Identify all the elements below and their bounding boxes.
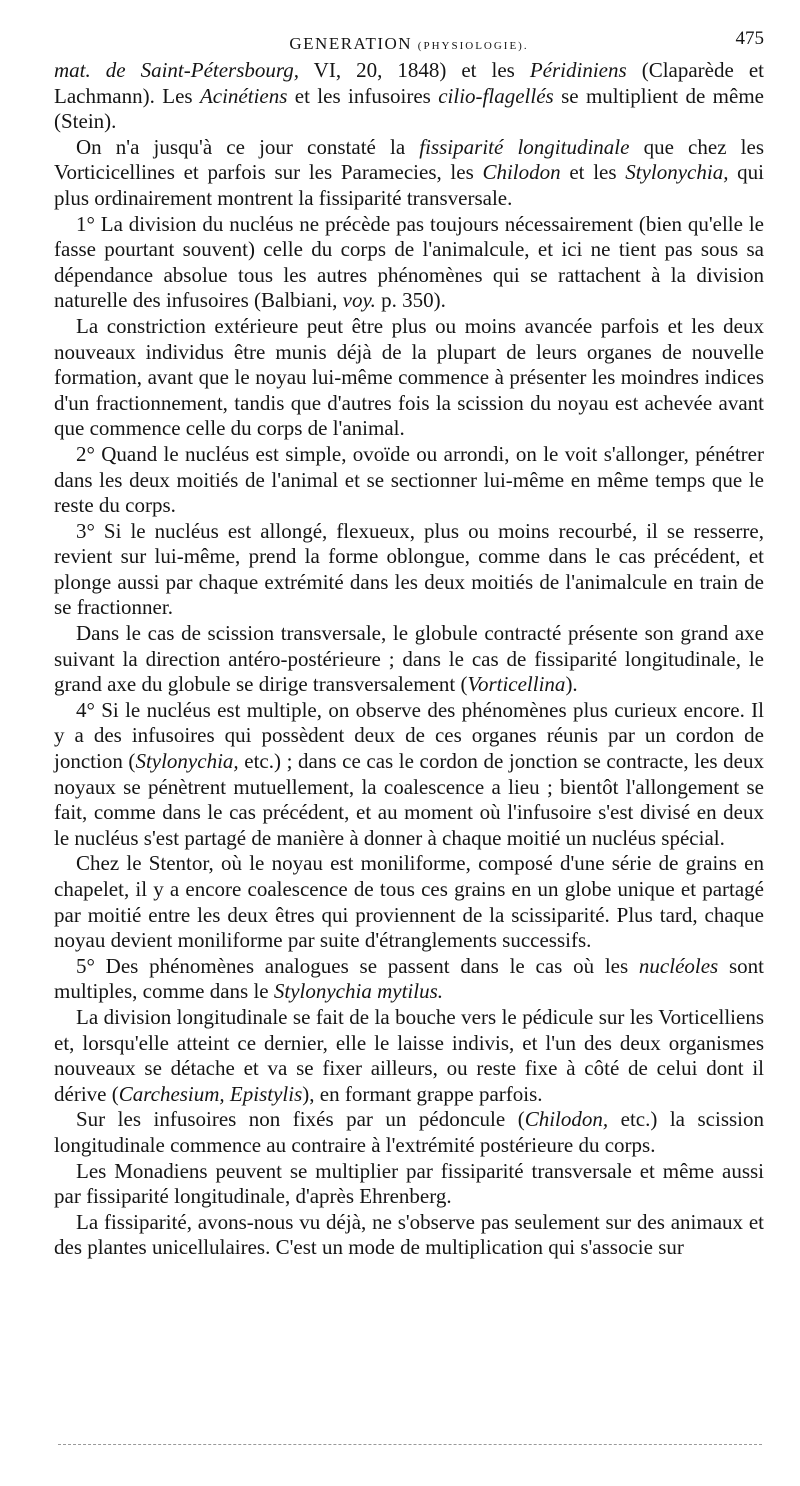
- text-run: 1° La division du nucléus ne précède pas toujours nécessairement (bien qu'elle le fasse pourtant souvent) celle du corps de l'animalcule, et ici ne tient pas sous sa dépendance absolue tous les autres phénomènes qui se rattachent à la division naturelle des infusoires (Balbiani,: [54, 211, 764, 313]
- text-run: et les infusoires: [287, 83, 439, 108]
- running-title-main: GENERATION: [289, 34, 413, 53]
- paragraph: [54, 621, 764, 698]
- italic-run: voy.: [342, 288, 376, 313]
- running-title-sub: (PHYSIOLOGIE).: [417, 40, 529, 52]
- text-run: 5° Des phénomènes analogues se passent dans le cas où les: [76, 953, 639, 978]
- page-number: 475: [735, 28, 764, 49]
- italic-run: Chilodon,: [524, 1107, 609, 1132]
- paragraph: [54, 519, 764, 621]
- paragraph: [54, 314, 764, 442]
- italic-run: Stylonychia,: [625, 160, 729, 185]
- paragraph: [54, 212, 764, 314]
- paragraph: [54, 851, 764, 953]
- paragraph: [54, 1005, 764, 1107]
- italic-run: Péridiniens: [529, 58, 627, 82]
- italic-run: Vorticellina: [467, 672, 566, 697]
- paragraph: [54, 1107, 764, 1158]
- italic-run: cilio-flagellés: [438, 83, 554, 108]
- running-title: [54, 34, 764, 54]
- italic-run: nucléoles: [638, 953, 719, 978]
- italic-run: Stylonychia,: [135, 749, 239, 774]
- text-run: On n'a jusqu'à ce jour constaté la: [76, 134, 420, 159]
- text-run: (Claparède et Lachmann). Les: [54, 58, 764, 108]
- italic-run: mat. de Saint-Pétersbourg,: [54, 58, 300, 82]
- text-run: qui plus ordinairement montrent la fissiparité transversale.: [54, 160, 765, 210]
- paragraph: [54, 442, 764, 519]
- text-run: etc.) ; dans ce cas le cordon de jonction se contracte, les deux noyaux se pénètrent mutuellement, la coalescence a lieu ; bientôt l'allongement se fait, comme dans le cas précédent, et au moment où l'infusoire s'est divisé en deux le nucléus s'est partagé de manière à donner à chaque moitié un nucléus spécial.: [54, 749, 764, 850]
- text-run: Chez le Stentor, où le noyau est moniliforme, composé d'une série de grains en chapelet, il y a encore coalescence de tous ces grains en un globe unique et partagé par moitié entre les deux êtres qui proviennent de la scissiparité. Plus tard, chaque noyau devient moniliforme par suite d'étranglements successifs.: [54, 851, 764, 953]
- italic-run: Acinétiens: [199, 83, 288, 108]
- text-run: ), en formant grappe parfois.: [302, 1081, 543, 1106]
- text-run: Dans le cas de scission transversale, le globule contracté présente son grand axe suivant la direction antéro-postérieure ; dans le cas de fissiparité longitudinale, le grand axe du globule se dirige transversalement (: [54, 621, 764, 697]
- text-run: Sur les infusoires non fixés par un pédoncule (: [76, 1107, 525, 1132]
- text-run: ).: [565, 672, 578, 697]
- text-run: que chez les Vorticicellines et parfois sur les Paramecies, les: [54, 134, 764, 185]
- text-run: 2° Quand le nucléus est simple, ovoïde ou arrondi, on le voit s'allonger, pénétrer dans les deux moitiés de l'animal et se sectionner lui-même en même temps que le reste du corps.: [54, 441, 764, 518]
- text-run: Les Monadiens peuvent se multiplier par fissiparité transversale et même aussi par fissiparité longitudinale, d'après Ehrenberg.: [54, 1158, 764, 1209]
- italic-run: Stylonychia mytilus.: [273, 979, 444, 1004]
- text-run: sont multiples, comme dans le: [54, 953, 764, 1004]
- paragraph: [54, 1159, 764, 1210]
- paragraph: [54, 135, 764, 212]
- body-text: [54, 58, 764, 1261]
- paragraph: [54, 698, 764, 852]
- text-run: et les: [560, 160, 626, 185]
- paragraph: [54, 58, 764, 135]
- text-run: se multiplient de même (Stein).: [54, 83, 764, 134]
- paragraph: [54, 1210, 764, 1261]
- italic-run: Chilodon: [482, 160, 561, 185]
- italic-run: Carchesium, Epistylis: [118, 1081, 303, 1106]
- text-run: 3° Si le nucléus est allongé, flexueux, plus ou moins recourbé, il se resserre, revient sur lui-même, prend la forme oblongue, comme dans le cas précédent, et plonge aussi par chaque extrémité dans les deux moitiés de l'animalcule en train de se fractionner.: [54, 518, 764, 620]
- running-head: [54, 28, 764, 58]
- text-run: La constriction extérieure peut être plus ou moins avancée parfois et les deux nouveaux individus être munis déjà de la plupart de leurs organes de nouvelle formation, avant que le noyau lui-même commence à présenter les moindres indices d'un fractionnement, tandis que d'autres fois la scission du noyau est achevée avant que commence celle du corps de l'animal.: [54, 313, 764, 441]
- text-run: La division longitudinale se fait de la bouche vers le pédicule sur les Vorticelliens et, lorsqu'elle atteint ce dernier, elle le laisse indivis, et l'un des deux organismes nouveaux se détache et va se fixer ailleurs, ou reste fixe à côté de celui dont il dérive (: [54, 1004, 764, 1106]
- text-run: 4° Si le nucléus est multiple, on observe des phénomènes plus curieux encore. Il y a des infusoires qui possèdent deux de ces organes réunis par un cordon de jonction (: [54, 697, 764, 774]
- italic-run: fissiparité longitudinale: [419, 134, 630, 159]
- text-run: etc.) la scission longitudinale commence au contraire à l'extrémité postérieure du corps.: [54, 1107, 765, 1157]
- text-run: p. 350).: [375, 288, 446, 313]
- book-page: [54, 28, 764, 1261]
- bottom-rule: [58, 1444, 762, 1445]
- text-run: VI, 20, 1848) et les: [299, 58, 530, 82]
- text-run: La fissiparité, avons-nous vu déjà, ne s'observe pas seulement sur des animaux et des plantes unicellulaires. C'est un mode de multiplication qui s'associe sur: [54, 1209, 764, 1260]
- paragraph: [54, 954, 764, 1005]
